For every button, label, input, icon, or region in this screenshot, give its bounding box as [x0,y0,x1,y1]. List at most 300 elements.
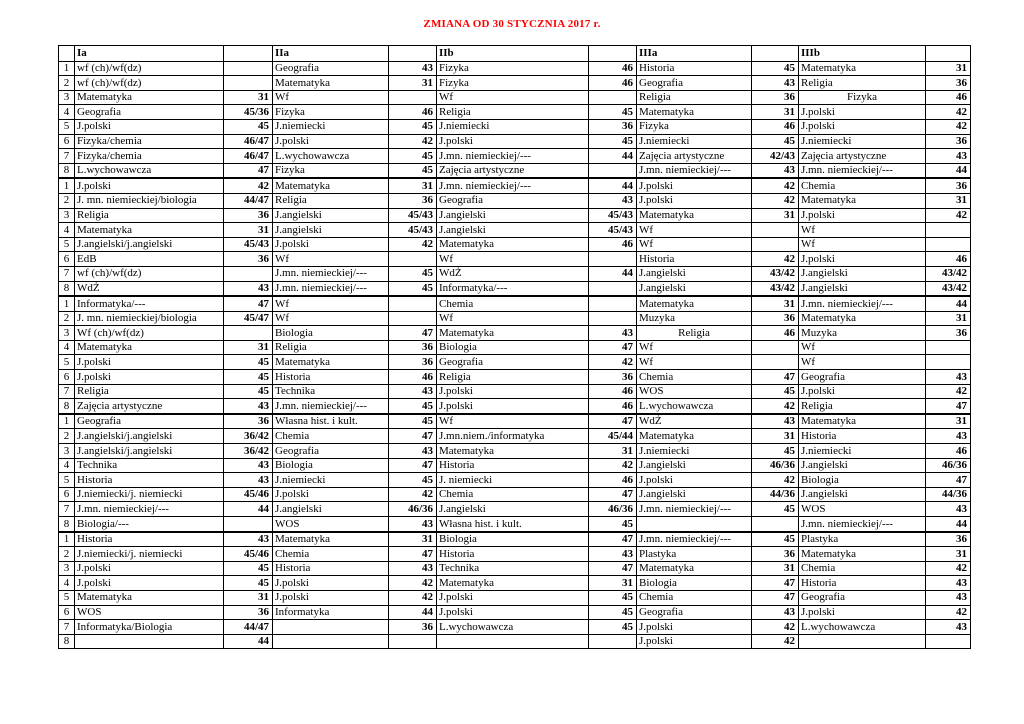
room-cell [389,296,437,311]
room-cell: 43 [926,370,971,385]
subject-cell: WOS [799,502,926,517]
room-cell [389,90,437,105]
subject-cell: Matematyka [75,340,224,355]
lesson-number: 2 [59,193,75,208]
subject-cell: Historia [273,561,389,576]
room-cell: 45 [752,502,799,517]
room-cell [224,326,273,341]
room-cell: 45/43 [589,223,637,238]
subject-cell: Zajęcia artystyczne [437,163,589,178]
room-cell [752,517,799,532]
lesson-number: 8 [59,281,75,296]
subject-cell: Biologia [799,473,926,488]
subject-cell: Religia [799,76,926,91]
subject-cell: Matematyka [799,193,926,208]
subject-cell: Wf [273,311,389,326]
column-header-class: IIIb [799,46,926,62]
subject-cell: J.angielski [437,502,589,517]
room-cell: 42 [926,208,971,223]
room-cell: 46/36 [752,458,799,473]
subject-cell: J.angielski [637,487,752,502]
table-row [59,237,971,252]
subject-cell: Zajęcia artystyczne [75,399,224,414]
subject-cell: Chemia [799,561,926,576]
room-cell: 42 [389,487,437,502]
table-row [59,223,971,238]
subject-cell: Matematyka [637,296,752,311]
room-cell: 46 [926,252,971,267]
subject-cell: Matematyka [437,444,589,459]
column-header-class: Ia [75,46,224,62]
subject-cell: Wf [799,340,926,355]
subject-cell: J.niemiecki/j. niemiecki [75,487,224,502]
subject-cell: Geografia [75,105,224,120]
room-cell: 44 [926,517,971,532]
subject-cell: Matematyka [637,561,752,576]
lesson-number: 6 [59,487,75,502]
lesson-number: 6 [59,370,75,385]
room-cell [926,223,971,238]
room-cell: 45/43 [224,237,273,252]
room-cell: 43 [752,163,799,178]
lesson-number: 2 [59,76,75,91]
room-cell: 44 [926,163,971,178]
table-row [59,429,971,444]
room-cell: 46 [589,237,637,252]
column-header-number [59,46,75,62]
subject-cell: Wf [273,90,389,105]
lesson-number: 2 [59,429,75,444]
table-row [59,502,971,517]
room-cell: 43 [589,547,637,562]
room-cell: 43 [389,561,437,576]
room-cell: 44 [224,502,273,517]
subject-cell: Wf [637,355,752,370]
subject-cell: Biologia [637,576,752,591]
subject-cell: Wf [273,296,389,311]
room-cell [589,296,637,311]
lesson-number: 7 [59,620,75,635]
subject-cell: J.angielski [437,223,589,238]
subject-cell: Informatyka/--- [437,281,589,296]
subject-cell: J.polski [437,384,589,399]
subject-cell: Religia [637,326,752,341]
subject-cell: J. mn. niemieckiej/biologia [75,193,224,208]
table-row [59,590,971,605]
table-row [59,473,971,488]
subject-cell: Fizyka [637,119,752,134]
room-cell: 45 [224,370,273,385]
room-cell: 44 [224,634,273,649]
subject-cell [437,634,589,649]
room-cell: 46 [752,119,799,134]
room-cell: 46 [589,473,637,488]
room-cell: 36 [224,252,273,267]
room-cell: 36 [926,178,971,193]
room-cell: 45 [389,281,437,296]
page-title: ZMIANA OD 30 STYCZNIA 2017 r. [423,18,601,30]
room-cell: 43/42 [926,281,971,296]
room-cell [224,517,273,532]
subject-cell: Matematyka [273,178,389,193]
room-cell [589,281,637,296]
subject-cell: Geografia [799,370,926,385]
room-cell: 31 [389,178,437,193]
subject-cell: Geografia [437,355,589,370]
subject-cell: J.mn. niemieckiej/--- [637,532,752,547]
subject-cell: J.polski [637,178,752,193]
room-cell [389,311,437,326]
lesson-number: 6 [59,134,75,149]
lesson-number: 3 [59,90,75,105]
room-cell: 45 [389,414,437,429]
room-cell: 45 [589,105,637,120]
subject-cell: J.polski [273,237,389,252]
room-cell: 45 [589,605,637,620]
room-cell: 46 [389,370,437,385]
subject-cell: Biologia [273,326,389,341]
subject-cell: Matematyka [273,355,389,370]
room-cell: 44/36 [752,487,799,502]
subject-cell: J.mn. niemieckiej/--- [273,266,389,281]
subject-cell: J.mn. niemieckiej/--- [273,281,389,296]
subject-cell: J.mn. niemieckiej/--- [637,163,752,178]
room-cell [589,90,637,105]
subject-cell: Wf [437,414,589,429]
room-cell: 45 [752,61,799,76]
room-cell: 47 [926,399,971,414]
room-cell: 45 [389,473,437,488]
room-cell [224,76,273,91]
subject-cell: J.angielski [799,266,926,281]
room-cell: 42 [926,119,971,134]
subject-cell: Biologia/--- [75,517,224,532]
room-cell: 42 [752,252,799,267]
room-cell: 31 [752,105,799,120]
room-cell: 36/42 [224,444,273,459]
room-cell: 36/42 [224,429,273,444]
room-cell: 43 [752,605,799,620]
room-cell: 42 [589,458,637,473]
table-row [59,620,971,635]
subject-cell: Religia [273,340,389,355]
room-cell [224,266,273,281]
room-cell: 47 [752,370,799,385]
column-header-room [752,46,799,62]
column-header-class: IIb [437,46,589,62]
subject-cell: Fizyka/chemia [75,149,224,164]
subject-cell: Wf [437,90,589,105]
room-cell: 31 [224,223,273,238]
room-cell: 47 [224,296,273,311]
lesson-number: 7 [59,502,75,517]
subject-cell: J.polski [75,178,224,193]
room-cell: 45 [752,134,799,149]
subject-cell: Geografia [273,61,389,76]
room-cell: 43/42 [926,266,971,281]
room-cell: 46/36 [589,502,637,517]
subject-cell: J.polski [637,473,752,488]
lesson-number: 4 [59,458,75,473]
room-cell: 31 [589,576,637,591]
room-cell: 42 [389,134,437,149]
subject-cell: J.angielski [799,281,926,296]
subject-cell: J.polski [75,119,224,134]
room-cell: 36 [389,355,437,370]
room-cell: 45 [752,532,799,547]
subject-cell: L.wychowawcza [637,399,752,414]
subject-cell: Matematyka [637,429,752,444]
room-cell: 43 [224,473,273,488]
lesson-number: 5 [59,237,75,252]
subject-cell: J.polski [75,576,224,591]
room-cell: 36 [389,193,437,208]
table-row [59,326,971,341]
room-cell: 47 [224,163,273,178]
room-cell: 44 [589,149,637,164]
room-cell: 43 [589,193,637,208]
room-cell: 31 [926,547,971,562]
room-cell [389,634,437,649]
room-cell: 42 [752,620,799,635]
subject-cell: Muzyka [637,311,752,326]
room-cell: 43 [926,576,971,591]
subject-cell: Wf [637,340,752,355]
table-row [59,605,971,620]
room-cell: 43 [926,502,971,517]
lesson-number: 3 [59,208,75,223]
room-cell: 31 [224,590,273,605]
subject-cell: Wf [799,223,926,238]
subject-cell: J.polski [273,590,389,605]
subject-cell: Matematyka [799,547,926,562]
subject-cell: J.polski [799,208,926,223]
subject-cell: Matematyka [273,76,389,91]
room-cell: 36 [926,134,971,149]
subject-cell: WOS [273,517,389,532]
room-cell: 42 [926,561,971,576]
room-cell: 45 [752,444,799,459]
subject-cell: Wf [437,252,589,267]
room-cell: 43 [389,61,437,76]
room-cell: 42 [389,590,437,605]
subject-cell: wf (ch)/wf(dz) [75,61,224,76]
subject-cell: J.angielski [637,458,752,473]
subject-cell: Fizyka [799,90,926,105]
subject-cell: Geografia [637,605,752,620]
room-cell: 42 [752,473,799,488]
subject-cell: Wf [799,355,926,370]
table-row [59,90,971,105]
room-cell: 43 [224,458,273,473]
room-cell: 36 [589,370,637,385]
room-cell: 43 [589,326,637,341]
room-cell: 46/47 [224,134,273,149]
room-cell: 42 [589,355,637,370]
room-cell: 47 [589,340,637,355]
room-cell: 46/36 [926,458,971,473]
room-cell: 46 [589,384,637,399]
subject-cell: J.polski [437,399,589,414]
subject-cell: Historia [75,473,224,488]
column-header-class: IIa [273,46,389,62]
room-cell: 47 [589,487,637,502]
room-cell: 46 [926,90,971,105]
subject-cell: Matematyka [799,414,926,429]
room-cell: 36 [389,340,437,355]
room-cell: 45 [224,355,273,370]
room-cell: 44 [589,266,637,281]
subject-cell: J.angielski [799,458,926,473]
room-cell: 45/43 [389,208,437,223]
subject-cell: J.niemiecki [799,134,926,149]
column-header-room [224,46,273,62]
room-cell: 44/47 [224,620,273,635]
room-cell: 45 [389,399,437,414]
subject-cell: Matematyka [799,311,926,326]
lesson-number: 5 [59,119,75,134]
subject-cell: Chemia [273,547,389,562]
subject-cell: Informatyka [273,605,389,620]
table-row [59,576,971,591]
room-cell: 36 [752,90,799,105]
lesson-number: 1 [59,532,75,547]
table-row [59,370,971,385]
subject-cell: Biologia [437,340,589,355]
room-cell: 46/36 [389,502,437,517]
room-cell: 45 [752,384,799,399]
subject-cell: L.wychowawcza [273,149,389,164]
subject-cell: Wf [273,252,389,267]
subject-cell: WOS [637,384,752,399]
room-cell: 44/47 [224,193,273,208]
table-row [59,414,971,429]
room-cell: 47 [752,590,799,605]
lesson-number: 7 [59,149,75,164]
subject-cell: Religia [437,105,589,120]
subject-cell: WdŻ [437,266,589,281]
table-row [59,76,971,91]
subject-cell: J.angielski [437,208,589,223]
subject-cell: wf (ch)/wf(dz) [75,76,224,91]
subject-cell: J.mn. niemieckiej/--- [799,163,926,178]
lesson-number: 1 [59,414,75,429]
table-row [59,547,971,562]
subject-cell: Historia [637,252,752,267]
room-cell [224,61,273,76]
table-row [59,281,971,296]
room-cell: 47 [752,576,799,591]
room-cell: 42/43 [752,149,799,164]
subject-cell: J.polski [799,252,926,267]
table-row [59,561,971,576]
subject-cell: Chemia [799,178,926,193]
room-cell: 47 [389,429,437,444]
subject-cell: Geografia [799,590,926,605]
room-cell: 43 [926,590,971,605]
room-cell [389,252,437,267]
room-cell: 36 [589,119,637,134]
room-cell: 45 [589,620,637,635]
room-cell: 36 [926,326,971,341]
subject-cell: J. niemiecki [437,473,589,488]
subject-cell: Matematyka [437,326,589,341]
lesson-number: 5 [59,355,75,370]
header-row [59,46,971,62]
column-header-room [589,46,637,62]
subject-cell: Wf [799,237,926,252]
subject-cell: J.angielski/j.angielski [75,237,224,252]
room-cell [589,252,637,267]
subject-cell: L.wychowawcza [437,620,589,635]
room-cell: 43 [389,517,437,532]
room-cell [752,223,799,238]
room-cell: 43 [752,414,799,429]
subject-cell: J.polski [273,134,389,149]
subject-cell: J.polski [75,370,224,385]
subject-cell: Technika [437,561,589,576]
lesson-number: 8 [59,517,75,532]
subject-cell: J.polski [437,590,589,605]
room-cell: 45 [389,119,437,134]
table-row [59,119,971,134]
subject-cell [799,634,926,649]
lesson-number: 2 [59,547,75,562]
room-cell: 31 [224,340,273,355]
room-cell: 31 [389,76,437,91]
subject-cell: J.polski [437,134,589,149]
subject-cell: J. mn. niemieckiej/biologia [75,311,224,326]
subject-cell: Matematyka [75,590,224,605]
room-cell: 45 [224,561,273,576]
subject-cell: Religia [75,384,224,399]
room-cell: 47 [389,547,437,562]
subject-cell: J.polski [799,605,926,620]
subject-cell: J.angielski [273,502,389,517]
subject-cell: J.mn. niemieckiej/--- [437,149,589,164]
subject-cell: Matematyka [437,237,589,252]
subject-cell: Religia [437,370,589,385]
room-cell: 46 [589,76,637,91]
subject-cell: Wf [637,237,752,252]
subject-cell: Zajęcia artystyczne [637,149,752,164]
room-cell: 45 [224,384,273,399]
room-cell: 45 [389,266,437,281]
subject-cell: Chemia [437,487,589,502]
table-row [59,178,971,193]
room-cell: 43 [389,444,437,459]
subject-cell: Wf [437,311,589,326]
subject-cell: J.niemiecki [437,119,589,134]
room-cell: 46 [389,105,437,120]
table-row [59,149,971,164]
table-row [59,266,971,281]
subject-cell: L.wychowawcza [799,620,926,635]
table-row [59,634,971,649]
room-cell: 44 [589,178,637,193]
room-cell [589,634,637,649]
room-cell: 45 [589,134,637,149]
room-cell: 31 [752,208,799,223]
subject-cell: Wf (ch)/wf(dz) [75,326,224,341]
room-cell: 31 [752,296,799,311]
room-cell: 45 [389,163,437,178]
subject-cell: J.polski [437,605,589,620]
table-row [59,134,971,149]
room-cell: 43 [224,399,273,414]
room-cell: 36 [926,76,971,91]
column-header-room [926,46,971,62]
